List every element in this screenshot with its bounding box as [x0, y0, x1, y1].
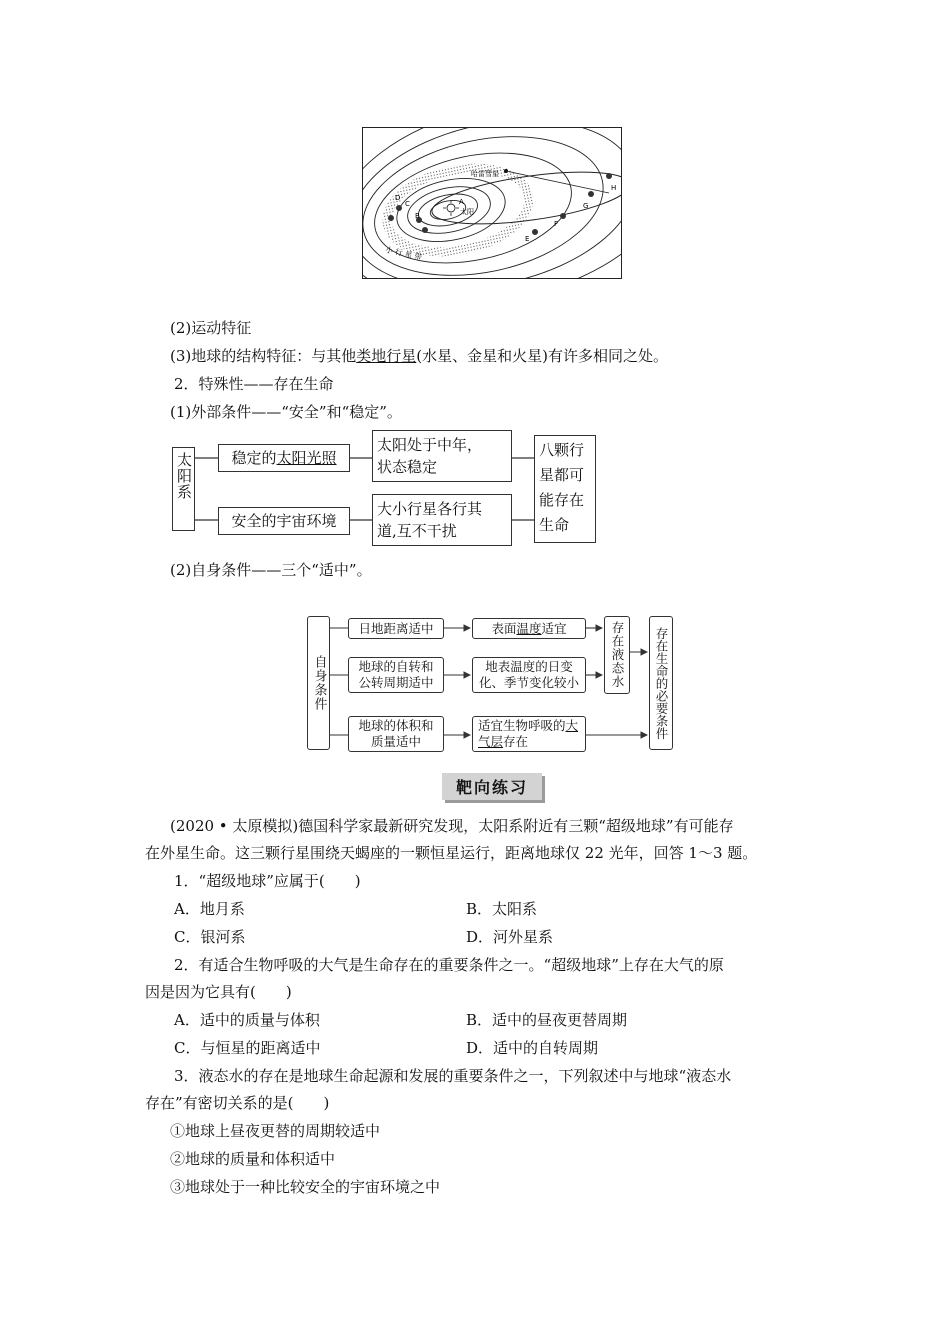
surface-temperature-box: 表面 温度 适宜: [472, 618, 586, 639]
question-2-stem-2: 因是因为它具有( ): [145, 983, 292, 1001]
q1-option-a: A．地月系: [174, 900, 245, 918]
point-f-label: F: [554, 220, 559, 228]
safe-universe-box: 安全的宇宙环境: [218, 507, 350, 535]
sun-label: 太阳: [460, 208, 474, 216]
special-heading: 2．特殊性——存在生命: [174, 375, 334, 393]
q2-option-c: C．与恒星的距离适中: [174, 1039, 321, 1057]
q1-option-c: C．银河系: [174, 928, 246, 946]
point-a-label: A: [459, 198, 464, 206]
atmosphere-box: 适宜生物呼吸的大 气层存在: [472, 716, 586, 752]
orbit-drawing: [363, 128, 622, 279]
temperature-change-box: 地表温度的日变 化、季节变化较小: [472, 657, 586, 693]
point-b-label: B: [415, 212, 420, 220]
point-e-label: E: [525, 235, 530, 243]
planet-orbits-box: 大小行星各行其 道,互不干扰: [372, 494, 512, 546]
rotation-period-box: 地球的自转和 公转周期适中: [348, 657, 444, 693]
solar-system-box: 太阳系: [172, 447, 195, 531]
self-condition-box: 自身条件: [307, 616, 330, 750]
section-title-banner: [442, 773, 542, 800]
asteroid-belt-label: 小 行 星 带: [384, 245, 423, 262]
solar-orbit-figure: [362, 127, 622, 279]
q2-option-d: D．适中的自转周期: [466, 1039, 599, 1057]
life-conditions-box: 存在生命的必要条件: [649, 616, 673, 750]
liquid-water-box: 存在液态水: [604, 616, 630, 694]
volume-mass-box: 地球的体积和 质量适中: [348, 716, 444, 752]
q1-option-b: B．太阳系: [466, 900, 538, 918]
sun-icon: [443, 200, 459, 216]
intro-line-1: (2020 • 太原模拟)德国科学家最新研究发现，太阳系附近有三颗“超级地球”有可能存: [170, 817, 734, 835]
question-2-stem-1: 2．有适合生物呼吸的大气是生命存在的重要条件之一。“超级地球”上存在大气的原: [174, 956, 724, 974]
point-d-label: D: [395, 194, 401, 202]
sun-midlife-box: 太阳处于中年， 状态稳定: [372, 430, 512, 482]
external-conditions: (1)外部条件——“安全”和“稳定”。: [170, 403, 402, 421]
structure-line: (3)地球的结构特征：与其他类地行星(水星、金星和火星)有许多相同之处。: [170, 347, 668, 365]
q1-option-d: D．河外星系: [466, 928, 554, 946]
question-3-stem-1: 3．液态水的存在是地球生命起源和发展的重要条件之一，下列叙述中与地球“液态水: [174, 1067, 732, 1085]
self-conditions: (2)自身条件——三个“适中”。: [170, 561, 372, 579]
motion-heading: (2)运动特征: [170, 319, 252, 337]
section-title: 靶向练习: [455, 778, 528, 797]
point-h-label: H: [611, 184, 617, 192]
eight-planets-box: 八颗行 星都可 能存在 生命: [534, 435, 596, 543]
intro-line-2: 在外星生命。这三颗行星围绕天蝎座的一颗恒星运行，距离地球仅 22 光年，回答 1～3 题。: [145, 844, 758, 862]
point-c-label: C: [405, 200, 410, 208]
stable-sunlight-box: 稳定的太阳光照: [218, 444, 350, 472]
question-3-stem-2: 存在”有密切关系的是( ): [145, 1094, 330, 1112]
q3-option-3: ③地球处于一种比较安全的宇宙环境之中: [170, 1178, 441, 1196]
question-1-stem: 1．“超级地球”应属于( ): [174, 872, 361, 890]
q3-option-1: ①地球上昼夜更替的周期较适中: [170, 1122, 381, 1140]
sun-distance-box: 日地距离适中: [348, 618, 444, 639]
q2-option-b: B．适中的昼夜更替周期: [466, 1011, 628, 1029]
point-g-label: G: [583, 202, 589, 210]
comet-label: 哈雷彗星: [471, 170, 499, 178]
q3-option-2: ②地球的质量和体积适中: [170, 1150, 336, 1168]
q2-option-a: A．适中的质量与体积: [174, 1011, 320, 1029]
